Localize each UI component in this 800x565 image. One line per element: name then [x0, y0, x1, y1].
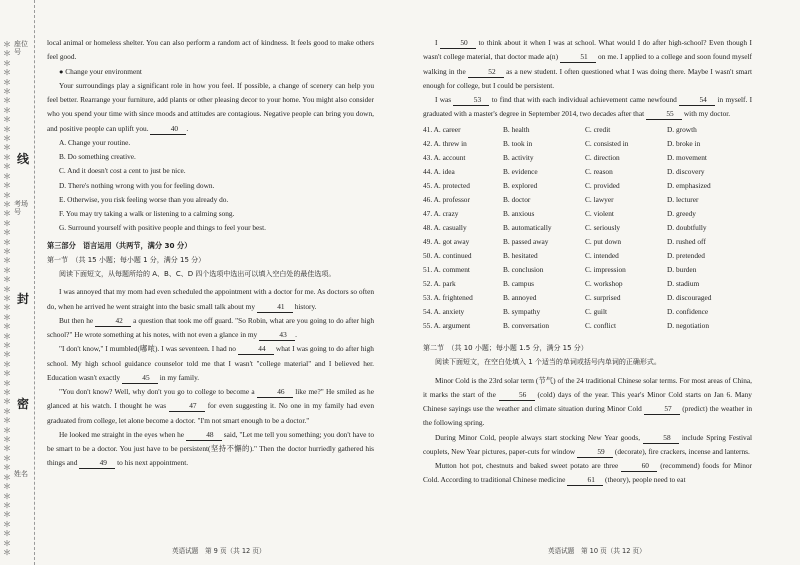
choice-option[interactable]: C. workshop [585, 279, 623, 289]
choice-option[interactable]: 44. A. idea [423, 166, 455, 176]
choice-option[interactable]: B. health [503, 124, 530, 134]
binding-stars: ＊＊＊＊＊＊＊＊＊＊＊＊＊＊＊＊＊＊＊＊＊＊＊＊＊＊＊＊＊＊＊＊＊＊＊＊＊＊＊＊＊＊＊＊＊＊＊＊＊＊＊＊＊＊＊ [3, 40, 11, 557]
choice-option[interactable]: B. annoyed [503, 293, 537, 303]
story-paragraph-7: I was 53 to find that with each individual achievement came newfound 54 in myself. I graduated with a master's degree in September 2014, two decades after that 55 with my doctor. [423, 95, 753, 119]
choice-row [423, 179, 752, 193]
blank-59[interactable]: 59 [577, 447, 613, 458]
choice-option[interactable]: 50. A. continued [423, 250, 472, 260]
choice-option[interactable]: B. activity [503, 152, 534, 162]
seat-number-label: 座位号 [14, 40, 28, 56]
blank-58[interactable]: 58 [643, 433, 679, 444]
passage-paragraph-1: Minor Cold is the 23rd solar term (节气) of the 24 traditional Chinese solar terms. For most areas of China, it marks the start of the 56 (cold) days of the year. This year's Minor Cold starts on Jan 6. Many Chinese sayings use the weather and climate situation during Minor Cold 57 (predict) the weather in the following spring. [423, 375, 752, 428]
blank-42[interactable]: 42 [95, 316, 131, 327]
choice-option[interactable]: B. passed away [503, 236, 549, 246]
choice-option[interactable]: 52. A. park [423, 279, 456, 289]
choice-option[interactable]: B. sympathy [503, 307, 541, 317]
choice-option[interactable]: B. hesitated [503, 250, 538, 260]
story-paragraph-3: "I don't know," I mumbled(嘟哝). I was seventeen. I had no 44 what I was going to do after high school. My high school guidance counselor told me that I wasn't "college material" and I believed her. Education wasn't exactly 45 in my family. [47, 344, 374, 382]
choice-option[interactable]: C. consisted in [585, 138, 629, 148]
story-paragraph-1: I was annoyed that my mom had even scheduled the appointment with a doctor for me. As doctors so often do, when he arrived he went straight into the basic small talk about my 41 history. [47, 287, 374, 311]
blank-56[interactable]: 56 [499, 390, 535, 401]
choice-row [423, 291, 752, 305]
choice-option[interactable]: D. discovery [667, 166, 705, 176]
choice-option[interactable]: B. doctor [503, 194, 531, 204]
choice-option[interactable]: D. negotiation [667, 321, 710, 331]
choice-row [423, 165, 752, 179]
choice-option[interactable]: D. lecturer [667, 194, 699, 204]
choice-option[interactable]: C. put down [585, 236, 622, 246]
choice-row [423, 305, 752, 319]
choice-option[interactable]: D. stadium [667, 279, 700, 289]
blank-52[interactable]: 52 [468, 67, 504, 78]
exam-room-label: 考场号 [14, 200, 28, 216]
left-page [47, 36, 374, 471]
choice-table [423, 123, 752, 334]
option-b: B. Do something creative. [59, 152, 136, 161]
option-f: F. You may try taking a walk or listening to a calming song. [59, 209, 235, 218]
section-two-title: 第二节 （共 10 小题；每小题 1.5 分，满分 15 分） [423, 344, 588, 353]
blank-57[interactable]: 57 [644, 404, 680, 415]
blank-54[interactable]: 54 [679, 95, 715, 106]
choice-row [423, 235, 752, 249]
blank-47[interactable]: 47 [169, 401, 205, 412]
choice-option[interactable]: C. conflict [585, 321, 616, 331]
choice-option[interactable]: 49. A. got away [423, 236, 470, 246]
right-page [423, 36, 752, 488]
choice-row [423, 207, 752, 221]
choice-option[interactable]: D. doubtfully [667, 222, 707, 232]
choice-option[interactable]: B. automatically [503, 222, 552, 232]
choice-option[interactable]: B. campus [503, 279, 535, 289]
choice-option[interactable]: 43. A. account [423, 152, 466, 162]
choice-option[interactable]: C. lawyer [585, 194, 614, 204]
choice-option[interactable]: D. rushed off [667, 236, 706, 246]
story-paragraph-6: I 50 to think about it when I was at school. What would I do after high-school? Even though I wasn't college material, that doctor made a(n) 51 on me. I applied to a college and soon found myself walking in the 52 as a new student. I often questioned what I was doing there. Maybe I wasn't smart enough for college, but I could be persistent. [423, 38, 753, 90]
blank-41[interactable]: 41 [257, 302, 293, 313]
blank-60[interactable]: 60 [621, 461, 657, 472]
choice-option[interactable]: C. guilt [585, 307, 608, 317]
bullet-heading: ● Change your environment [59, 66, 142, 76]
page-footer-left: 英语试题 第 9 页（共 12 页） [172, 547, 266, 555]
paragraph: local animal or homeless shelter. You can also perform a random act of kindness. It feels good to make others feel good. [47, 38, 374, 62]
name-label: 姓名 [14, 470, 28, 478]
choice-option[interactable]: 48. A. casually [423, 222, 467, 232]
choice-option[interactable]: C. seriously [585, 222, 621, 232]
choice-option[interactable]: B. anxious [503, 208, 535, 218]
choice-option[interactable]: B. evidence [503, 166, 538, 176]
choice-option[interactable]: D. broke in [667, 138, 701, 148]
blank-45[interactable]: 45 [122, 373, 158, 384]
choice-row [423, 123, 752, 137]
choice-option[interactable]: B. took in [503, 138, 533, 148]
seal-mark-xian: 线 [17, 152, 30, 166]
blank-48[interactable]: 48 [186, 430, 222, 441]
story-paragraph-5: He looked me straight in the eyes when he 48 said, "Let me tell you something; you don't have to be smart to be a doctor. You just have to be persistent(坚持不懈的)." Then the doctor hurriedly gathered his things and 49 to his next appointment. [47, 429, 375, 468]
section-one-title: 第一节 （共 15 小题；每小题 1 分，满分 15 分） [47, 255, 206, 264]
blank-50[interactable]: 50 [440, 38, 476, 49]
choice-row [423, 151, 752, 165]
choice-row [423, 221, 752, 235]
choice-row [423, 277, 752, 291]
blank-43[interactable]: 43 [259, 330, 295, 341]
choice-option[interactable]: C. violent [585, 208, 614, 218]
choice-option[interactable]: 55. A. argument [423, 321, 471, 331]
option-e: E. Otherwise, you risk feeling worse than you already do. [59, 194, 229, 204]
story-paragraph-2: But then he 42 a question that took me off guard. "So Robin, what are you going to do after high school?" He wrote something at his notes, with not even a glance in my 43 . [47, 315, 374, 339]
option-a: A. Change your routine. [59, 137, 131, 147]
choice-option[interactable]: 46. A. professor [423, 194, 470, 204]
choice-row [423, 263, 752, 277]
part-three-title: 第三部分 语言运用（共两节，满分 30 分） [47, 240, 192, 250]
choice-option[interactable]: D. pretended [667, 250, 705, 260]
paragraph: Your surroundings play a significant role in how you feel. If possible, a change of scenery can help you feel better. Rearrange your furniture, add plants or other pleasing decor to your home. You might also consider who you spend your time with since moods and attitudes are contagious. Negative people can bring you down, and positive people can uplift you. 40 . [47, 80, 374, 133]
blank-53[interactable]: 53 [453, 95, 489, 106]
story-paragraph-4: "You don't know? Well, why don't you go to college to become a 46 like me?" He smiled as he glanced at his watch. I thought he was 47 for even suggesting it. No one in my family had even graduated from college, let alone become a doctor. "I'm not smart enough to be a doctor." [47, 387, 374, 425]
blank-51[interactable]: 51 [560, 52, 596, 63]
choice-option[interactable]: C. direction [585, 152, 620, 162]
section-two-instruction: 阅读下面短文，在空白处填入 1 个适当的单词或括号内单词的正确形式。 [435, 358, 661, 367]
choice-option[interactable]: C. impression [585, 264, 626, 274]
blank-49[interactable]: 49 [79, 458, 115, 469]
choice-option[interactable]: C. surprised [585, 293, 621, 303]
choice-option[interactable]: 54. A. anxiety [423, 307, 465, 317]
page-footer-right: 英语试题 第 10 页（共 12 页） [548, 547, 646, 555]
option-d: D. There's nothing wrong with you for feeling down. [59, 180, 215, 190]
choice-option[interactable]: D. burden [667, 264, 697, 274]
choice-option[interactable]: 51. A. comment [423, 264, 470, 274]
choice-option[interactable]: C. provided [585, 180, 620, 190]
option-c: C. And it doesn't cost a cent to just be nice. [59, 166, 186, 176]
choice-option[interactable]: B. conclusion [503, 264, 544, 274]
passage-paragraph-2: During Minor Cold, people always start stocking New Year goods, 58 include Spring Festival couplets, New Year pictures, paper-cuts for window 59 (decorate), fire crackers, incense and lanterns. [423, 432, 752, 456]
choice-option[interactable]: D. greedy [667, 208, 696, 218]
binding-margin [0, 0, 35, 565]
choice-option[interactable]: D. confidence [667, 307, 709, 317]
blank-61[interactable]: 61 [567, 475, 603, 486]
choice-option[interactable]: 42. A. threw in [423, 138, 467, 148]
choice-option[interactable]: 53. A. frightened [423, 293, 473, 303]
choice-option[interactable]: C. credit [585, 124, 611, 134]
choice-row [423, 137, 752, 151]
choice-option[interactable]: C. reason [585, 166, 613, 176]
choice-option[interactable]: 45. A. protected [423, 180, 470, 190]
choice-row [423, 319, 752, 333]
blank-55[interactable]: 55 [646, 109, 682, 120]
choice-option[interactable]: 47. A. crazy [423, 208, 459, 218]
choice-option[interactable]: B. conversation [503, 321, 550, 331]
choice-option[interactable]: D. movement [667, 152, 707, 162]
blank-44[interactable]: 44 [238, 344, 274, 355]
choice-option[interactable]: D. emphasized [667, 180, 711, 190]
passage-paragraph-3: Mutton hot pot, chestnuts and baked sweet potato are three 60 (recommend) foods for Minor Cold. According to traditional Chinese medicine 61 (theory), people need to eat [423, 461, 752, 485]
choice-row [423, 193, 752, 207]
section-one-instruction: 阅读下面短文，从每题所给的 A、B、C、D 四个选项中选出可以填入空白处的最佳选项。 [59, 270, 336, 278]
option-g: G. Surround yourself with positive people and things to feel your best. [59, 223, 267, 233]
blank-40[interactable]: 40 [150, 124, 186, 135]
blank-46[interactable]: 46 [257, 387, 293, 398]
seal-mark-feng: 封 [17, 292, 30, 306]
choice-option[interactable]: C. intended [585, 250, 619, 260]
choice-option[interactable]: B. explored [503, 180, 538, 190]
choice-option[interactable]: D. growth [667, 124, 697, 134]
choice-option[interactable]: 41. A. career [423, 124, 461, 134]
choice-option[interactable]: D. discouraged [667, 293, 712, 303]
choice-row [423, 249, 752, 263]
seal-mark-mi: 密 [17, 397, 30, 411]
